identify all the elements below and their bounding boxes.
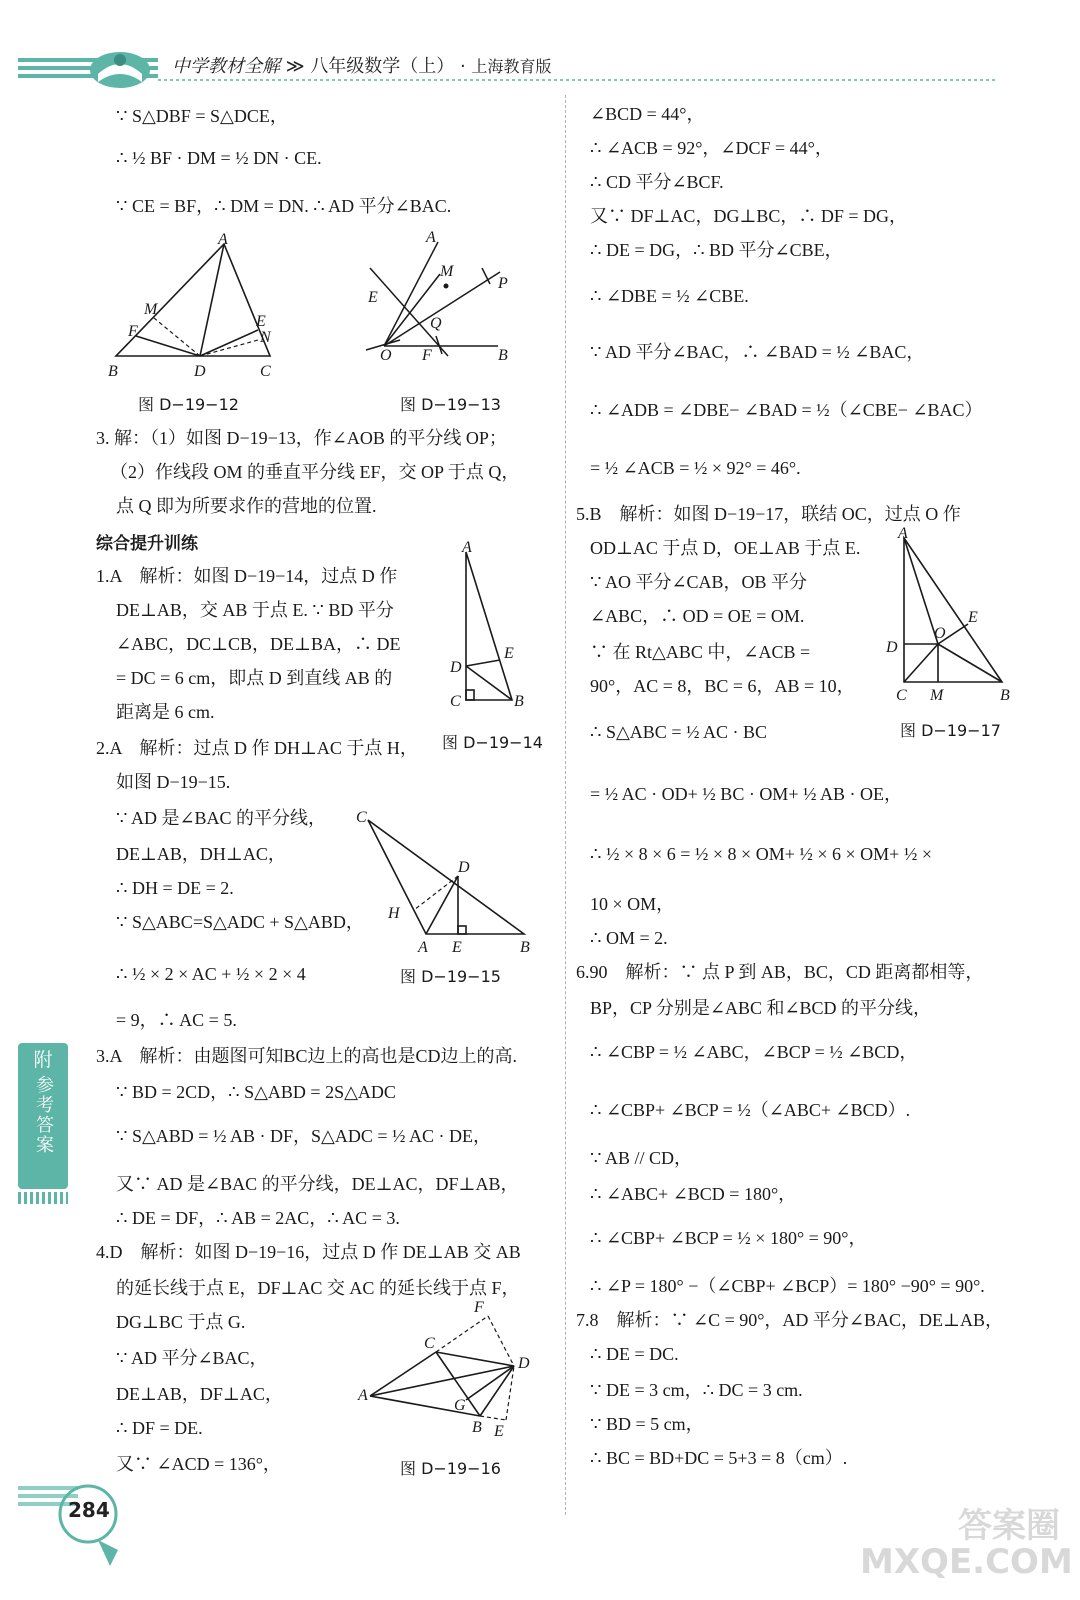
fig14-label-e: E <box>504 645 514 662</box>
fig15-label-h: H <box>388 905 400 922</box>
fig15-label-e: E <box>452 939 462 956</box>
figure-d-19-15 <box>352 800 542 960</box>
text-line: ∵ DE = 3 cm，∴ DC = 3 cm. <box>590 1380 803 1400</box>
figure-d-19-12 <box>100 232 290 382</box>
text-line: ∴ ½ × 2 × AC + ½ × 2 × 4 <box>116 964 306 984</box>
text-line: = ½ AC · OD+ ½ BC · OM+ ½ AB · OE， <box>590 784 902 804</box>
figure-d-19-16 <box>356 1296 556 1446</box>
fig16-label-a: A <box>358 1387 368 1404</box>
text-line: 又∵ DF⊥AC，DG⊥BC，∴ DF = DG， <box>590 206 908 226</box>
fig12-label-n: N <box>260 329 271 346</box>
fig17-label-a: A <box>898 526 908 542</box>
text-line: ∴ ∠CBP+ ∠BCP = ½ × 180° = 90°， <box>590 1228 867 1248</box>
text-line: 如图 D−19−15. <box>116 772 231 792</box>
text-line: ∵ BD = 5 cm， <box>590 1414 704 1434</box>
header-edition: 上海教育版 <box>471 57 552 76</box>
figure-d-19-13 <box>360 228 550 378</box>
text-line: 距离是 6 cm. <box>116 702 215 722</box>
text-line: 2.A 解析：过点 D 作 DH⊥AC 于点 H， <box>96 738 418 758</box>
text-line: ∴ ∠P = 180° −（∠CBP+ ∠BCP）= 180° −90° = 90°. <box>590 1276 985 1296</box>
text-line: ∴ ∠CBP+ ∠BCP = ½（∠ABC+ ∠BCD）. <box>590 1100 911 1120</box>
fig13-label-f: F <box>422 347 432 364</box>
text-line: OD⊥AC 于点 D，OE⊥AB 于点 E. <box>590 538 861 558</box>
text-line: 10 × OM， <box>590 894 675 914</box>
fig12-label-f: F <box>128 323 138 340</box>
figure-caption: 图 D−19−15 <box>400 967 501 986</box>
text-line: BP，CP 分别是∠ABC 和∠BCD 的平分线， <box>590 998 932 1018</box>
fig12-label-d: D <box>194 363 206 380</box>
fig13-label-e: E <box>368 289 378 306</box>
fig14-label-b: B <box>514 693 524 710</box>
text-line: ∴ OM = 2. <box>590 928 668 948</box>
book-logo-icon <box>80 44 160 94</box>
text-line: ∴ DE = DC. <box>590 1344 679 1364</box>
fig16-label-b: B <box>472 1419 482 1436</box>
fig17-label-d: D <box>886 639 898 656</box>
fig15-label-a: A <box>418 939 428 956</box>
fig17-label-c: C <box>896 687 907 704</box>
text-line: ∵ AD 平分∠BAC， <box>116 1348 268 1368</box>
text-line: ∵ CE = BF，∴ DM = DN. ∴ AD 平分∠BAC. <box>116 196 452 216</box>
text-line: ∵ AD 是∠BAC 的平分线， <box>116 808 327 828</box>
text-line: ∴ ∠DBE = ½ ∠CBE. <box>590 286 749 306</box>
text-line: 5.B 解析：如图 D−19−17，联结 OC，过点 O 作 <box>576 504 961 524</box>
page-number: 284 <box>68 1498 110 1522</box>
text-line: DE⊥AB，交 AB 于点 E. ∵ BD 平分 <box>116 600 394 620</box>
figure-caption: 图 D−19−16 <box>400 1459 501 1478</box>
fig16-label-g: G <box>454 1397 466 1414</box>
text-line: 6.90 解析：∵ 点 P 到 AB，BC，CD 距离都相等， <box>576 962 984 982</box>
column-divider <box>565 95 566 1515</box>
header-series: 中学教材全解 <box>172 56 280 77</box>
fig16-label-e: E <box>494 1423 504 1440</box>
fig12-label-b: B <box>108 363 118 380</box>
fig12-label-a: A <box>218 232 228 248</box>
header-arrow: ≫ <box>285 56 305 77</box>
text-line: ∴ ∠ADB = ∠DBE− ∠BAD = ½（∠CBE− ∠BAC） <box>590 400 983 420</box>
text-line: 90°，AC = 8，BC = 6，AB = 10， <box>590 676 855 696</box>
fig12-label-m: M <box>144 301 158 318</box>
fig15-label-d: D <box>458 859 470 876</box>
text-line: 3.A 解析：由题图可知BC边上的高也是CD边上的高. <box>96 1046 518 1066</box>
text-line: ∴ ½ BF · DM = ½ DN · CE. <box>116 148 322 168</box>
figure-caption: 图 D−19−12 <box>138 395 239 414</box>
text-line: 的延长线于点 E，DF⊥AC 交 AC 的延长线于点 F， <box>116 1278 520 1298</box>
text-line: ∴ S△ABC = ½ AC · BC <box>590 722 767 742</box>
fig14-label-a: A <box>462 540 472 556</box>
fig16-label-d: D <box>518 1355 530 1372</box>
fig16-label-f: F <box>474 1299 484 1316</box>
fig17-label-o: O <box>934 625 946 642</box>
text-line: ∵ AO 平分∠CAB，OB 平分 <box>590 572 808 592</box>
fig15-label-b: B <box>520 939 530 956</box>
text-line: ∠ABC，∴ OD = OE = OM. <box>590 606 805 626</box>
text-line: 3. 解：（1）如图 D−19−13，作∠AOB 的平分线 OP； <box>96 428 507 448</box>
text-line: ∵ S△ABC=S△ADC + S△ABD， <box>116 912 364 932</box>
text-line: ∵ BD = 2CD，∴ S△ABD = 2S△ADC <box>116 1082 396 1102</box>
text-line: ∵ 在 Rt△ABC 中，∠ACB = <box>590 642 811 662</box>
text-line: ∴ DE = DF，∴ AB = 2AC，∴ AC = 3. <box>116 1208 400 1228</box>
text-line: DE⊥AB，DH⊥AC， <box>116 844 286 864</box>
text-line: 又∵ AD 是∠BAC 的平分线，DE⊥AC，DF⊥AB， <box>116 1174 519 1194</box>
text-line: ∴ ½ × 8 × 6 = ½ × 8 × OM+ ½ × 6 × OM+ ½ × <box>590 844 932 864</box>
fig13-label-a: A <box>426 229 436 246</box>
text-line: ∵ S△ABD = ½ AB · DF，S△ADC = ½ AC · DE， <box>116 1126 491 1146</box>
text-line: DG⊥BC 于点 G. <box>116 1312 246 1332</box>
fig13-label-b: B <box>498 347 508 364</box>
figure-caption: 图 D−19−17 <box>900 721 1001 740</box>
text-line: ∵ AD 平分∠BAC，∴ ∠BAD = ½ ∠BAC， <box>590 342 925 362</box>
side-tab-label: 参考答案 <box>33 1075 54 1155</box>
text-line: = DC = 6 cm，即点 D 到直线 AB 的 <box>116 668 393 688</box>
text-line: = ½ ∠ACB = ½ × 92° = 46°. <box>590 458 801 478</box>
text-line: ∴ DE = DG，∴ BD 平分∠CBE， <box>590 240 843 260</box>
text-line: = 9，∴ AC = 5. <box>116 1010 237 1030</box>
fig13-label-m: M <box>440 263 454 280</box>
side-tab-stripes <box>18 1192 68 1204</box>
text-line: ∴ DF = DE. <box>116 1418 203 1438</box>
watermark: 答案圈 MXQE.COM <box>860 1506 1073 1582</box>
text-line: （2）作线段 OM 的垂直平分线 EF，交 OP 于点 Q， <box>110 462 520 482</box>
fig12-label-e: E <box>256 313 266 330</box>
fig17-label-b: B <box>1000 687 1010 704</box>
figure-caption: 图 D−19−13 <box>400 395 501 414</box>
text-line: ∴ CD 平分∠BCF. <box>590 172 724 192</box>
text-line: ∵ AB // CD， <box>590 1148 692 1168</box>
text-line: 1.A 解析：如图 D−19−14，过点 D 作 <box>96 566 398 586</box>
text-line: ∠BCD = 44°， <box>590 104 705 124</box>
text-line: ∴ DH = DE = 2. <box>116 878 234 898</box>
section-heading: 综合提升训练 <box>96 534 198 554</box>
figure-d-19-14 <box>442 540 542 720</box>
fig14-label-c: C <box>450 693 461 710</box>
fig17-label-e: E <box>968 609 978 626</box>
page-number-decoration <box>18 1480 128 1570</box>
text-line: 点 Q 即为所要求作的营地的位置. <box>116 496 377 516</box>
figure-caption: 图 D−19−14 <box>442 733 543 752</box>
text-line: ∴ ∠ABC+ ∠BCD = 180°， <box>590 1184 797 1204</box>
text-line: 4.D 解析：如图 D−19−16，过点 D 作 DE⊥AB 交 AB <box>96 1242 521 1262</box>
text-line: ∵ S△DBF = S△DCE， <box>116 106 288 126</box>
header-dot: · <box>460 56 466 77</box>
text-line: 又∵ ∠ACD = 136°， <box>116 1454 281 1474</box>
text-line: ∴ BC = BD+DC = 5+3 = 8（cm）. <box>590 1448 848 1468</box>
header-book: 八年级数学（上） <box>310 56 455 77</box>
text-line: ∴ ∠CBP = ½ ∠ABC，∠BCP = ½ ∠BCD， <box>590 1042 918 1062</box>
text-line: ∴ ∠ACB = 92°，∠DCF = 44°， <box>590 138 833 158</box>
fig15-label-c: C <box>356 809 367 826</box>
side-tab-label: 附 <box>33 1049 53 1071</box>
fig13-label-q: Q <box>430 315 442 332</box>
fig16-label-c: C <box>424 1335 435 1352</box>
fig14-label-d: D <box>450 659 462 676</box>
text-line: DE⊥AB，DF⊥AC， <box>116 1384 283 1404</box>
appendix-side-tab <box>18 1043 68 1189</box>
text-line: ∠ABC，DC⊥CB，DE⊥BA，∴ DE <box>116 634 401 654</box>
fig17-label-m: M <box>930 687 944 704</box>
text-line: 7.8 解析：∵ ∠C = 90°，AD 平分∠BAC，DE⊥AB， <box>576 1310 1003 1330</box>
fig12-label-c: C <box>260 363 271 380</box>
fig13-label-p: P <box>498 275 508 292</box>
figure-d-19-17 <box>882 526 1022 712</box>
fig13-label-o: O <box>380 347 392 364</box>
